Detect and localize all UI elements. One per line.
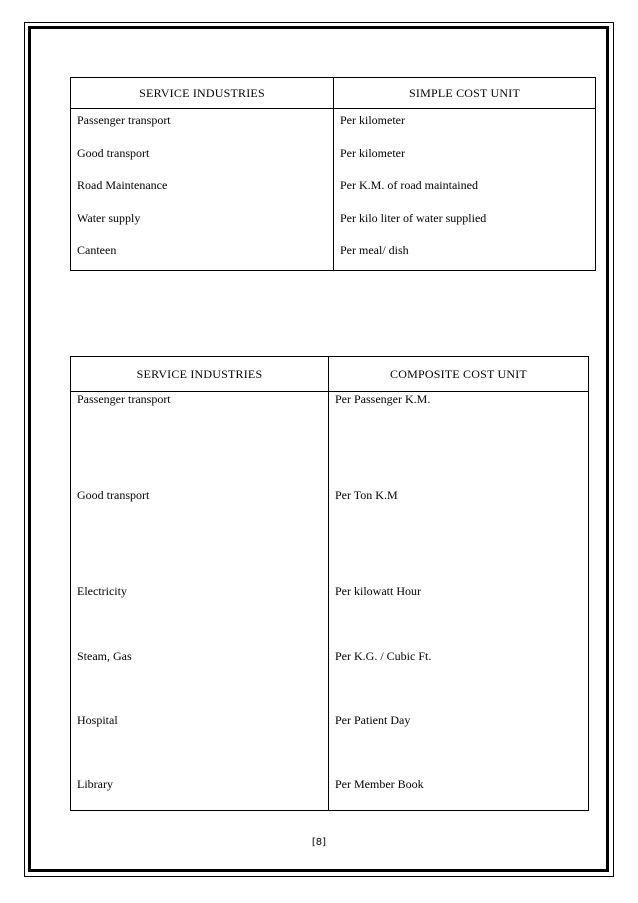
list-item: Library — [77, 777, 113, 791]
list-item: Per Passenger K.M. — [335, 392, 431, 406]
industry-column-cell — [71, 392, 329, 811]
list-item: Per meal/ dish — [340, 243, 409, 257]
list-item: Per kilo liter of water supplied — [340, 211, 487, 225]
table-body-row — [71, 392, 589, 811]
simple-cost-unit-table — [70, 77, 596, 271]
table-header-row — [71, 357, 589, 392]
table-body-row — [71, 109, 596, 271]
list-item: Per K.M. of road maintained — [340, 178, 478, 192]
list-item: Canteen — [77, 243, 117, 257]
list-item: Per kilometer — [340, 113, 405, 127]
list-item: Electricity — [77, 584, 127, 598]
industry-column-cell — [71, 109, 334, 271]
list-item: Per Patient Day — [335, 713, 411, 727]
composite-cost-unit-table — [70, 356, 589, 811]
column-header-service-industries: SERVICE INDUSTRIES — [71, 357, 329, 392]
list-item: Road Maintenance — [77, 178, 168, 192]
column-header-service-industries: SERVICE INDUSTRIES — [71, 78, 334, 109]
list-item: Good transport — [77, 146, 150, 160]
list-item: Per kilometer — [340, 146, 405, 160]
list-item: Water supply — [77, 211, 141, 225]
page-number: [8] — [311, 837, 327, 848]
column-header-simple-cost-unit: SIMPLE COST UNIT — [334, 78, 596, 109]
list-item: Passenger transport — [77, 392, 171, 406]
unit-column-cell — [329, 392, 589, 811]
list-item: Per Ton K.M — [335, 488, 398, 502]
list-item: Steam, Gas — [77, 649, 132, 663]
table-header-row — [71, 78, 596, 109]
unit-column-cell — [334, 109, 596, 271]
list-item: Hospital — [77, 713, 118, 727]
list-item: Per kilowatt Hour — [335, 584, 421, 598]
list-item: Per Member Book — [335, 777, 424, 791]
list-item: Per K.G. / Cubic Ft. — [335, 649, 432, 663]
list-item: Good transport — [77, 488, 150, 502]
column-header-composite-cost-unit: COMPOSITE COST UNIT — [329, 357, 589, 392]
list-item: Passenger transport — [77, 113, 171, 127]
